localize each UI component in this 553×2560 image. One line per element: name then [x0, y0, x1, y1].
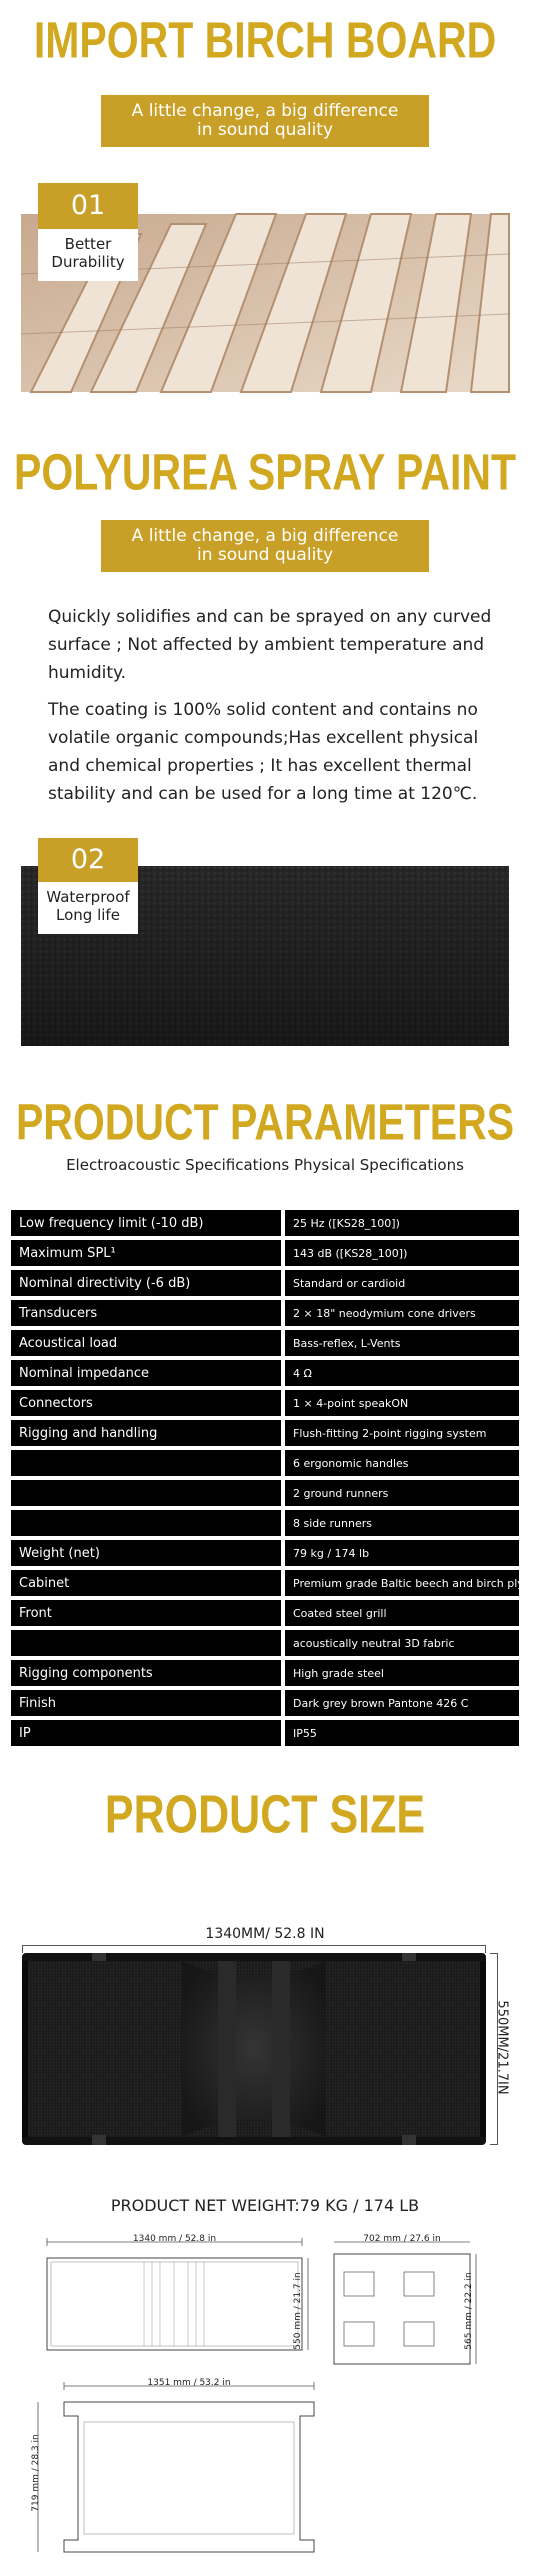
spec-row	[11, 1540, 519, 1566]
spec-value: acoustically neutral 3D fabric	[281, 1630, 519, 1656]
spec-label: Nominal impedance	[11, 1360, 281, 1386]
spec-value: 2 ground runners	[281, 1480, 519, 1506]
drawing-side	[330, 2232, 480, 2372]
spec-row	[11, 1720, 519, 1746]
spec-row	[11, 1420, 519, 1446]
spec-value: Dark grey brown Pantone 426 C	[281, 1690, 519, 1716]
badge-label-durability	[38, 229, 138, 281]
badge-label-line-2: Durability	[51, 253, 125, 271]
spec-label: Cabinet	[11, 1570, 281, 1596]
spec-value: 143 dB ([KS28_100])	[281, 1240, 519, 1266]
spec-row	[11, 1360, 519, 1386]
spec-label: Rigging and handling	[11, 1420, 281, 1446]
spec-row	[11, 1270, 519, 1296]
spec-value: 2 × 18" neodymium cone drivers	[281, 1300, 519, 1326]
front-width-line	[22, 1945, 486, 1953]
spec-table	[11, 1206, 553, 1750]
badge-label-line-1: Better	[64, 235, 112, 253]
spec-label: Finish	[11, 1690, 281, 1716]
spec-label: Rigging components	[11, 1660, 281, 1686]
spec-row	[11, 1330, 519, 1356]
spec-row	[11, 1240, 519, 1266]
badge-label-waterproof	[38, 882, 138, 934]
spec-row	[11, 1570, 519, 1596]
polyurea-paragraph-2: The coating is 100% solid content and contains no volatile organic compounds;Has excellent physical and chemical properties ; It has excellent thermal stability and can be used for a long time at 120℃.	[48, 700, 479, 804]
dim-top-depth: 719 mm / 28.3 in	[31, 2434, 41, 2512]
spec-label	[11, 1510, 281, 1536]
spec-value: 6 ergonomic handles	[281, 1450, 519, 1476]
drawing-front	[44, 2232, 314, 2362]
spec-row	[11, 1630, 519, 1656]
spec-value: IP55	[281, 1720, 519, 1746]
badge-label-line-2: Long life	[56, 906, 120, 924]
spec-value: Coated steel grill	[281, 1600, 519, 1626]
net-weight: PRODUCT NET WEIGHT:79 KG / 174 LB	[110, 2196, 420, 2215]
banner-line-1: A little change, a big difference	[131, 526, 399, 546]
spec-row	[11, 1660, 519, 1686]
spec-value: 8 side runners	[281, 1510, 519, 1536]
speaker-front-view	[22, 1953, 486, 2145]
dim-side-width: 702 mm / 27.6 in	[363, 2234, 441, 2244]
front-height-label: 550MM/21.7IN	[494, 2000, 510, 2095]
spec-label: Connectors	[11, 1390, 281, 1416]
spec-label: Nominal directivity (-6 dB)	[11, 1270, 281, 1296]
spec-value: Flush-fitting 2-point rigging system	[281, 1420, 519, 1446]
spec-row	[11, 1210, 519, 1236]
polyurea-banner	[101, 520, 429, 572]
spec-row	[11, 1480, 519, 1506]
badge-number-01: 01	[38, 183, 138, 229]
parameters-subtitle: Electroacoustic Specifications Physical Specifications	[66, 1156, 464, 1174]
birch-board-banner	[101, 95, 429, 147]
banner-line-2: in sound quality	[196, 120, 334, 140]
dim-top-width: 1351 mm / 53.2 in	[147, 2378, 231, 2388]
parameters-title: PRODUCT PARAMETERS	[15, 1093, 515, 1151]
dim-front-width: 1340 mm / 52.8 in	[132, 2234, 217, 2244]
size-title: PRODUCT SIZE	[104, 1785, 426, 1845]
spec-label	[11, 1450, 281, 1476]
banner-line-1: A little change, a big difference	[131, 101, 399, 121]
spec-row	[11, 1690, 519, 1716]
spec-row	[11, 1450, 519, 1476]
spec-label: Acoustical load	[11, 1330, 281, 1356]
spec-value: Bass-reflex, L-Vents	[281, 1330, 519, 1356]
polyurea-title: POLYUREA SPRAY PAINT	[13, 443, 516, 501]
spec-label: Front	[11, 1600, 281, 1626]
drawing-top	[24, 2376, 324, 2556]
polyurea-paragraph-1: Quickly solidifies and can be sprayed on any curved surface ; Not affected by ambient temperature and humidity.	[48, 607, 492, 683]
banner-line-2: in sound quality	[196, 545, 334, 565]
spec-label: IP	[11, 1720, 281, 1746]
spec-label	[11, 1630, 281, 1656]
spec-value: 25 Hz ([KS28_100])	[281, 1210, 519, 1236]
badge-label-line-1: Waterproof	[46, 888, 130, 906]
dim-front-height: 550 mm / 21.7 in	[293, 2272, 303, 2350]
spec-row	[11, 1300, 519, 1326]
spec-label: Weight (net)	[11, 1540, 281, 1566]
spec-row	[11, 1510, 519, 1536]
spec-value: Standard or cardioid	[281, 1270, 519, 1296]
front-width-label: 1340MM/ 52.8 IN	[205, 1926, 325, 1942]
spec-label: Transducers	[11, 1300, 281, 1326]
spec-row	[11, 1390, 519, 1416]
spec-label	[11, 1480, 281, 1506]
birch-board-title: IMPORT BIRCH BOARD	[33, 11, 497, 69]
spec-label: Maximum SPL¹	[11, 1240, 281, 1266]
badge-number-02: 02	[38, 838, 138, 882]
spec-row	[11, 1600, 519, 1626]
spec-value: 4 Ω	[281, 1360, 519, 1386]
dim-side-height: 565 mm / 22.2 in	[464, 2272, 474, 2350]
spec-value: High grade steel	[281, 1660, 519, 1686]
spec-value: 79 kg / 174 lb	[281, 1540, 519, 1566]
spec-value: Premium grade Baltic beech and birch plywood	[281, 1570, 519, 1596]
spec-value: 1 × 4-point speakON	[281, 1390, 519, 1416]
spec-label: Low frequency limit (-10 dB)	[11, 1210, 281, 1236]
